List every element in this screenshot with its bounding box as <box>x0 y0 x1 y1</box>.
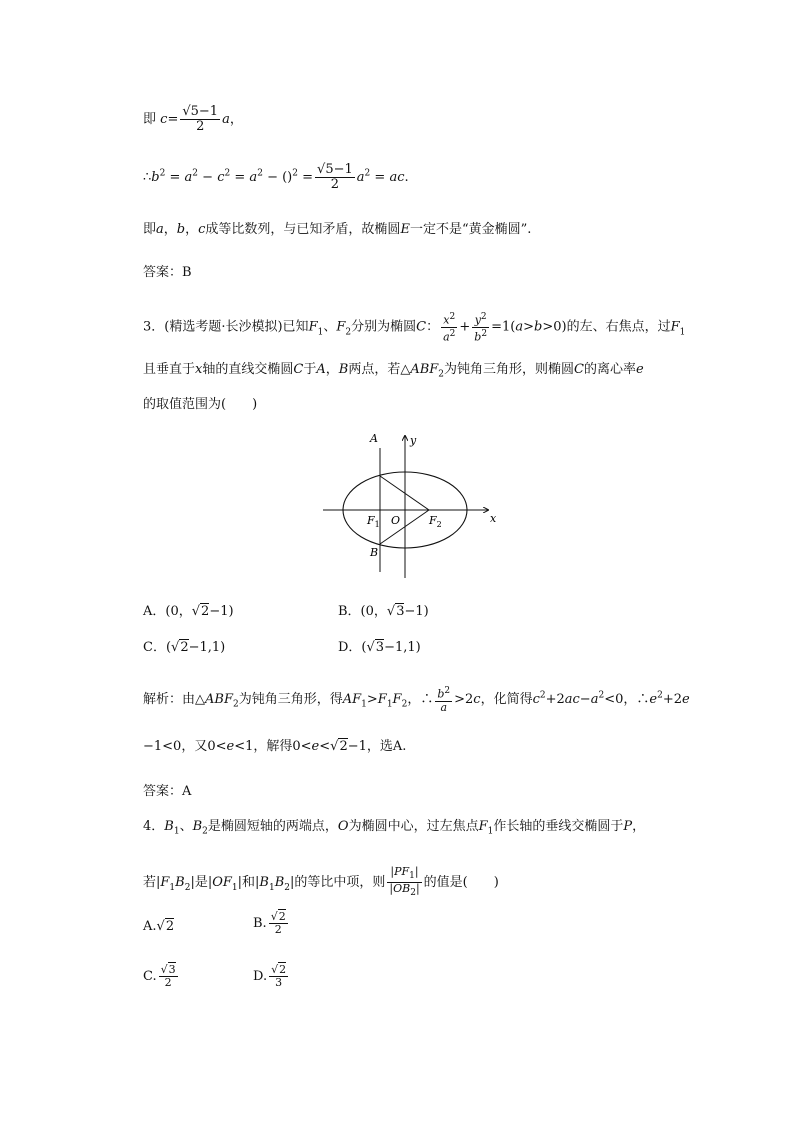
question-3-line-3: 的取值范围为( ) <box>143 397 258 412</box>
analysis-line-2: −1<0，又0<e<1，解得0<e<√2−1，选A. <box>143 739 407 754</box>
label-f2: $F_2$ <box>429 514 442 529</box>
sqrt: √2 <box>156 919 175 934</box>
answer-line-3: 答案：A <box>143 784 192 799</box>
fraction: $\frac{|PF_1|}{|OB_2|}$ <box>389 865 420 899</box>
q3-option-b: B．(0，√3−1) <box>338 604 429 619</box>
fraction: $\frac{√3}{2}$ <box>160 963 176 989</box>
sqrt: √2 <box>271 963 287 976</box>
question-4-line-2: 若$|F_1B_2|$是$|OF_1|$和$|B_1B_2|$的等比中项，则 $\frac{|PF_1|}{|OB_2|}$ 的值是( ) <box>143 865 499 899</box>
sqrt: √2 <box>171 640 189 655</box>
q3-option-d: D．(√3−1,1) <box>338 640 421 655</box>
q4-option-d: D. $\frac{√2}{3}$ <box>253 963 287 989</box>
sqrt: √3 <box>366 640 385 655</box>
sqrt: √2 <box>270 910 286 923</box>
analysis-line-1: 解析：由$\triangle ABF_2$为钝角三角形，得$AF_1>F_1F_2$，∴ $\frac{b^2}{a}$ >2c，化简得$c^2+2ac-a^2<0$，$\therefore e^2+2e$ <box>143 686 690 714</box>
q4-option-b: B. $\frac{√2}{2}$ <box>253 910 286 936</box>
q4-option-a: A.√2 <box>143 919 175 934</box>
label-f1: $F_1$ <box>367 514 380 529</box>
fraction: $\frac{x^2}{a^2}$ <box>443 312 456 344</box>
fraction: $\frac{√5-1}{2}$ <box>317 162 353 192</box>
sqrt: √2 <box>191 604 210 619</box>
fraction: $\frac{√2}{3}$ <box>271 963 287 989</box>
label-b: B <box>370 546 379 559</box>
sqrt: √3 <box>160 963 176 976</box>
q3-option-a: A．(0，√2−1) <box>143 604 234 619</box>
label-o: O <box>391 514 401 527</box>
label-y: y <box>410 434 417 447</box>
equation-line-1: 即 c= $\frac{√5-1}{2}$ a， <box>143 104 243 134</box>
q3-option-c: C．(√2−1,1) <box>143 640 226 655</box>
label-x: x <box>490 512 497 525</box>
equation-line-2: $\therefore b^2 = a^2 - c^2 = a^2 - ()^2$ = $\frac{√5-1}{2}$ $a^2$ = ac. <box>143 162 409 192</box>
question-3-line-2: 且垂直于x轴的直线交椭圆C于A，B两点，若$\triangle ABF_2$为钝角三角形，则椭圆C的离心率e <box>143 362 644 380</box>
fraction: $\frac{b^2}{a}$ <box>437 686 451 714</box>
question-3-line-1: 3．(精选考题·长沙模拟)已知$F_1$、$F_2$分别为椭圆C： $\frac{x^2}{a^2}$ + $\frac{y^2}{b^2}$ =1(a>b>0)的左、右焦点，过$F_1$ <box>143 312 686 344</box>
fraction: $\frac{√2}{2}$ <box>270 910 286 936</box>
fraction: $\frac{√5-1}{2}$ <box>182 104 219 134</box>
text-line-3: 即a，b，c成等比数列，与已知矛盾，故椭圆E一定不是“黄金椭圆”. <box>143 222 532 237</box>
fraction: $\frac{y^2}{b^2}$ <box>474 312 488 344</box>
answer-line-2: 答案：B <box>143 265 192 280</box>
q4-option-c: C. $\frac{√3}{2}$ <box>143 963 176 989</box>
sqrt: √3 <box>386 604 405 619</box>
sqrt: √2 <box>330 739 348 754</box>
question-4-line-1: 4．$B_1$、$B_2$是椭圆短轴的两端点，O为椭圆中心，过左焦点$F_1$作长轴的垂线交椭圆于P， <box>143 819 646 837</box>
label-a: A <box>370 432 378 445</box>
ellipse-figure <box>318 430 508 582</box>
